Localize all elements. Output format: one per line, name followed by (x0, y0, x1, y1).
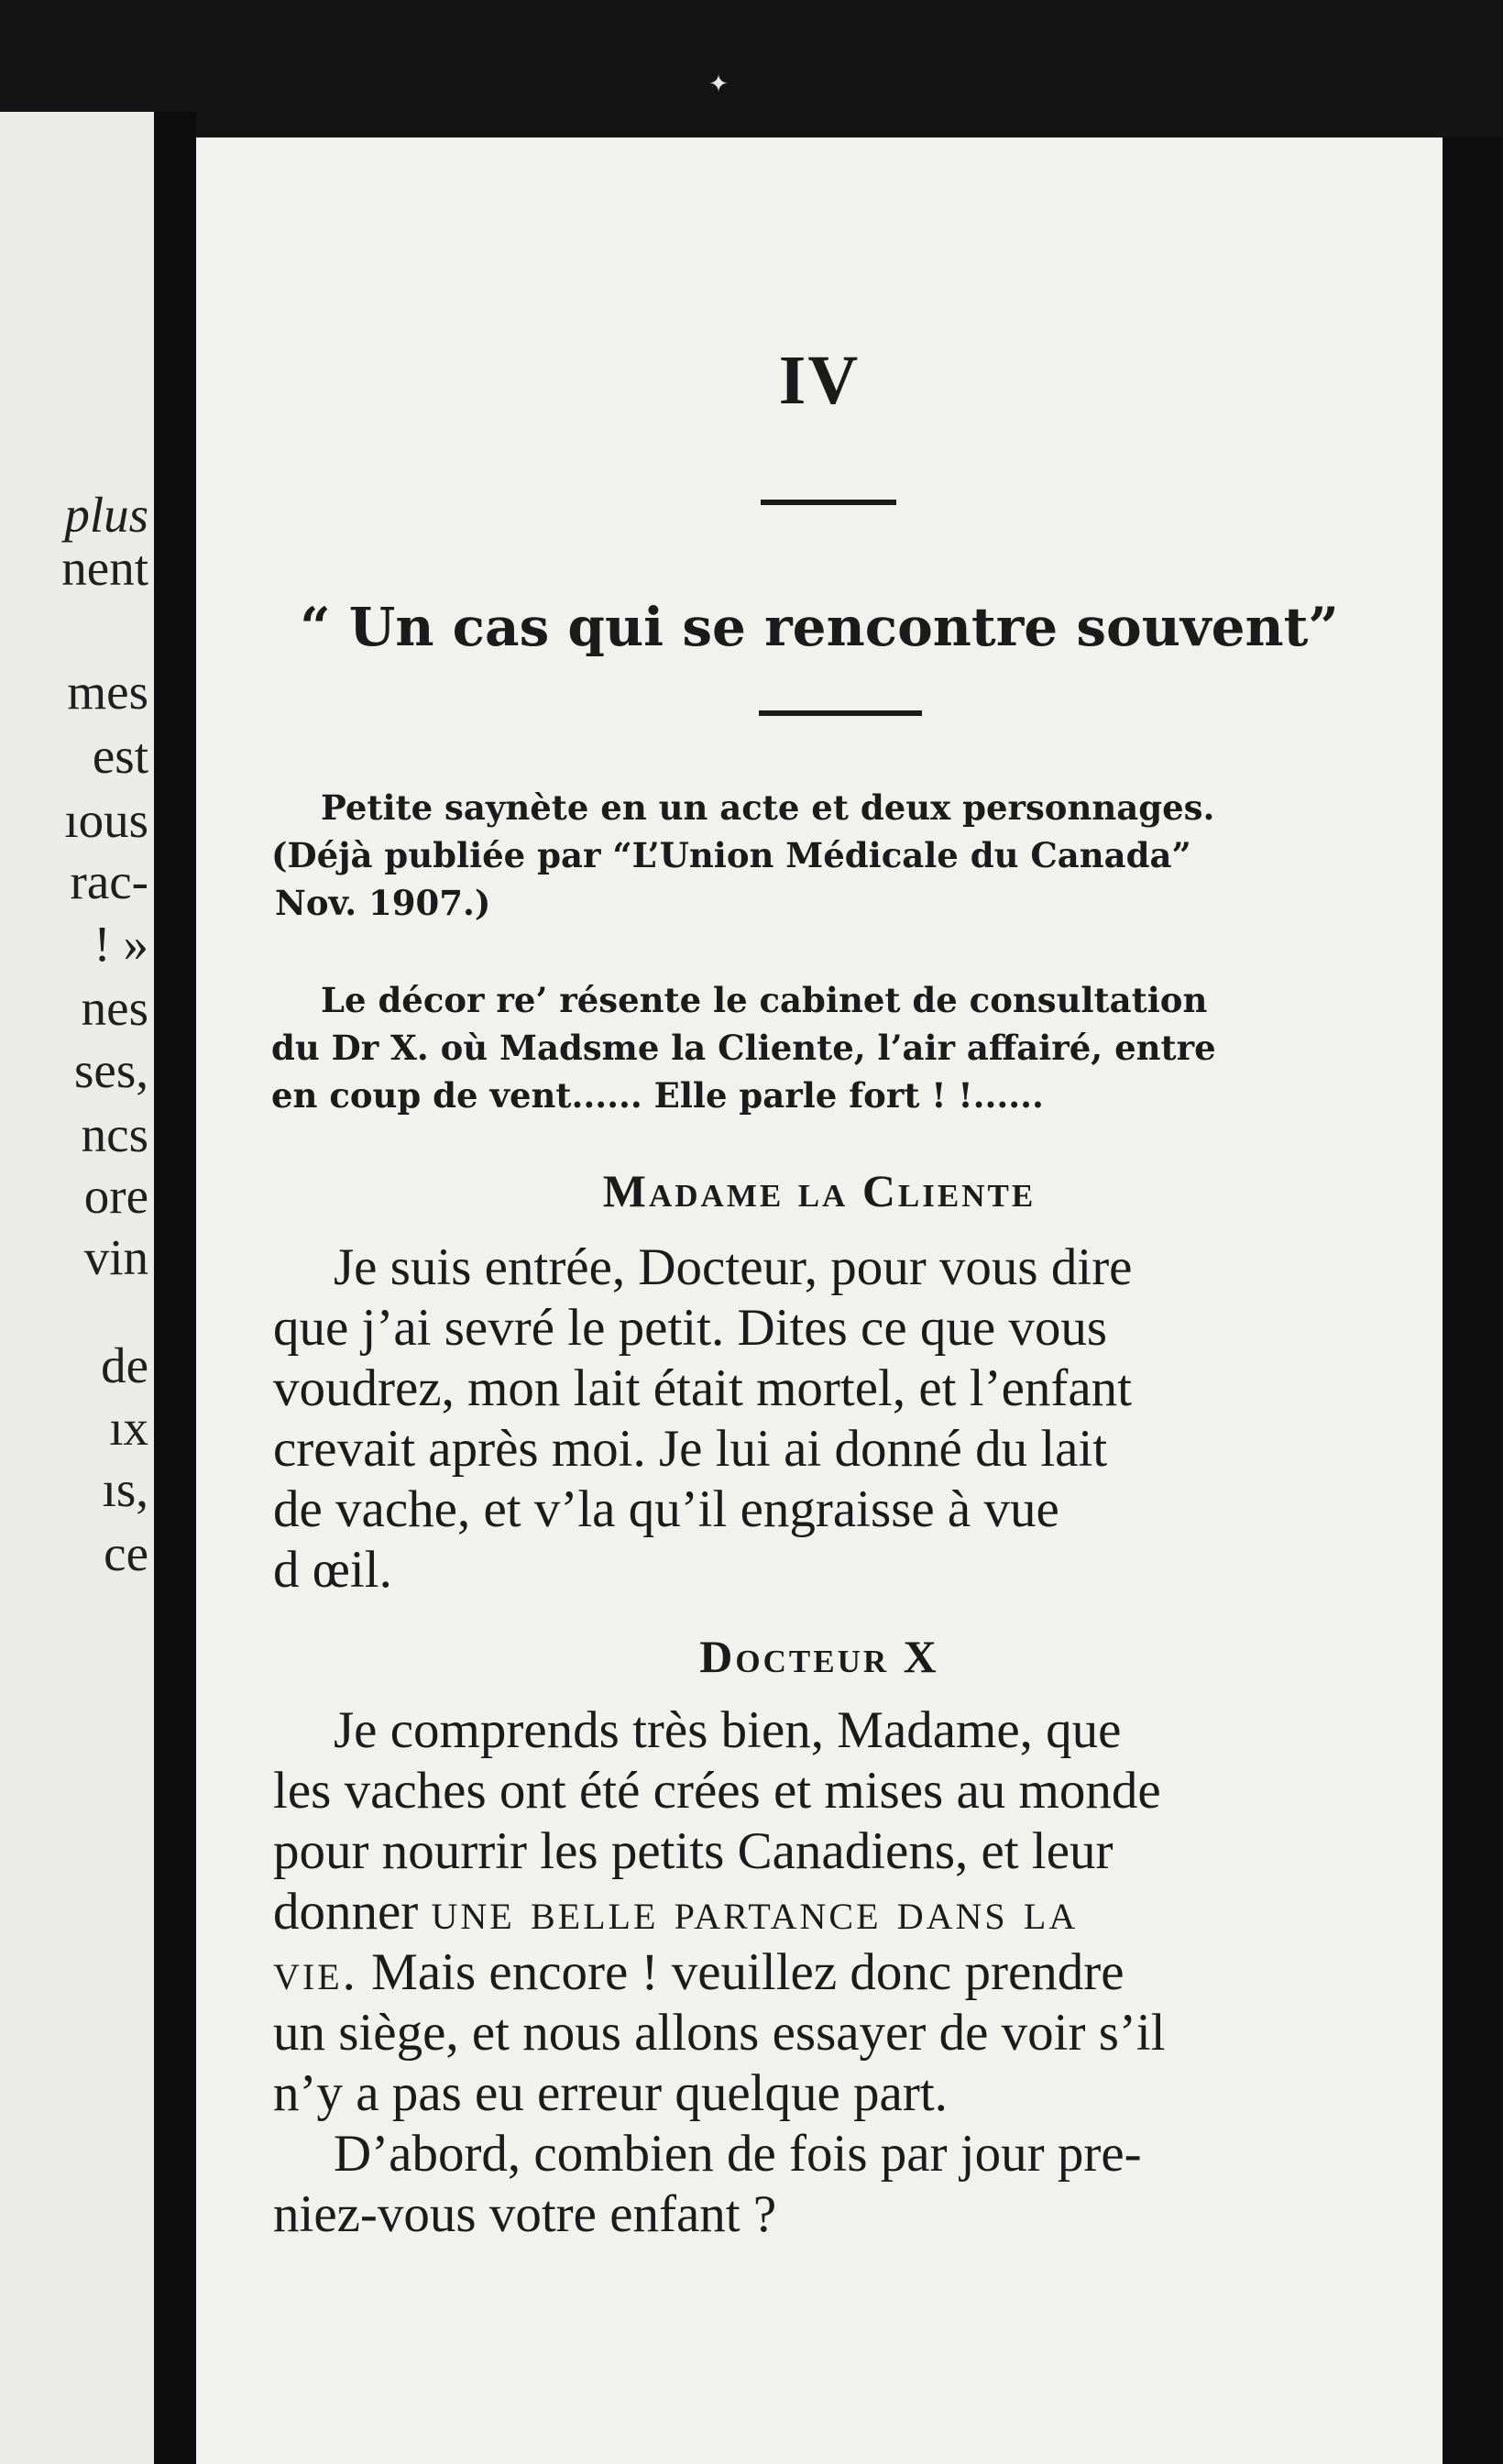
speech-line (273, 1942, 1382, 2003)
left-page-text: nes (81, 980, 148, 1036)
stage-direction (271, 976, 1375, 1119)
speech-line: D’abord, combien de fois par jour pre- (334, 2125, 1142, 2183)
left-page-text: ce (104, 1525, 148, 1581)
decor-line: Le décor re’ résente le cabinet de consultation (321, 980, 1208, 1020)
intro-line: Petite saynète en un acte et deux personnages. (321, 787, 1215, 828)
ornament-icon: ✦ (708, 71, 729, 98)
left-page-text: vin (83, 1229, 148, 1285)
speech-line (273, 1882, 1382, 1942)
speech-line: de vache, et v’la qu’il engraisse à vue (273, 1480, 1059, 1538)
intro-line: Nov. 1907.) (275, 883, 491, 923)
chapter-number: IV (778, 342, 861, 419)
left-page-text: ses, (74, 1042, 148, 1098)
speech-line: n’y a pas eu erreur quelque part. (273, 2064, 948, 2122)
left-page-text: rac- (70, 853, 148, 909)
book-gutter (154, 112, 196, 2464)
speech-line: Je comprends très bien, Madame, que (334, 1701, 1122, 1759)
speech-line: voudrez, mon lait était mortel, et l’enfant (273, 1359, 1132, 1417)
play-title: “ Un cas qui se rencontre souvent” (300, 596, 1339, 658)
left-page-text: ncs (81, 1106, 148, 1162)
right-page (196, 138, 1443, 2464)
small-caps-text: vie. (273, 1943, 358, 2001)
left-page-text: ! » (93, 916, 148, 972)
decor-line: en coup de vent...... Elle parle fort ! !...... (271, 1075, 1044, 1116)
small-caps-text: une belle partance dans la (431, 1883, 1079, 1941)
speech-line: niez-vous votre enfant ? (273, 2185, 777, 2243)
left-page-text: plus (64, 487, 148, 543)
divider-rule (761, 500, 896, 505)
left-page-fragment (0, 112, 154, 2464)
speech-paragraph (273, 1700, 1382, 2245)
speech-line: un siège, et nous allons essayer de voir s’il (273, 2004, 1166, 2062)
speech-text: donner (273, 1883, 419, 1941)
speech-paragraph (273, 1238, 1382, 1600)
left-page-text: mes (67, 664, 148, 720)
left-page-text: ıous (64, 792, 148, 848)
left-page-text: ıx (109, 1400, 148, 1456)
speech-line: pour nourrir les petits Canadiens, et leur (273, 1822, 1114, 1880)
speaker-name: Docteur X (699, 1631, 939, 1682)
left-page-text: ore (83, 1168, 148, 1224)
speech-line: Je suis entrée, Docteur, pour vous dire (334, 1238, 1133, 1296)
speech-line: que j’ai sevré le petit. Dites ce que vous (273, 1299, 1108, 1357)
intro-line: (Déjà publiée par “L’Union Médicale du Canada” (271, 835, 1191, 875)
decor-line: du Dr X. où Madsme la Cliente, l’air affairé, entre (271, 1028, 1216, 1068)
speaker-name: Madame la Cliente (602, 1165, 1037, 1216)
speech-line: d œil. (273, 1541, 392, 1599)
left-page-text: est (92, 728, 148, 784)
left-page-text: ıs, (102, 1461, 148, 1517)
left-page-text: de (101, 1337, 148, 1393)
speech-line: crevait après moi. Je lui ai donné du lait (273, 1420, 1108, 1478)
left-page-text: nent (61, 540, 148, 596)
speech-text: Mais encore ! veuillez donc prendre (371, 1943, 1125, 2001)
intro-paragraph (271, 784, 1375, 927)
speech-line: les vaches ont été crées et mises au monde (273, 1762, 1161, 1820)
divider-rule (759, 710, 922, 716)
page-edge (1443, 138, 1503, 2464)
